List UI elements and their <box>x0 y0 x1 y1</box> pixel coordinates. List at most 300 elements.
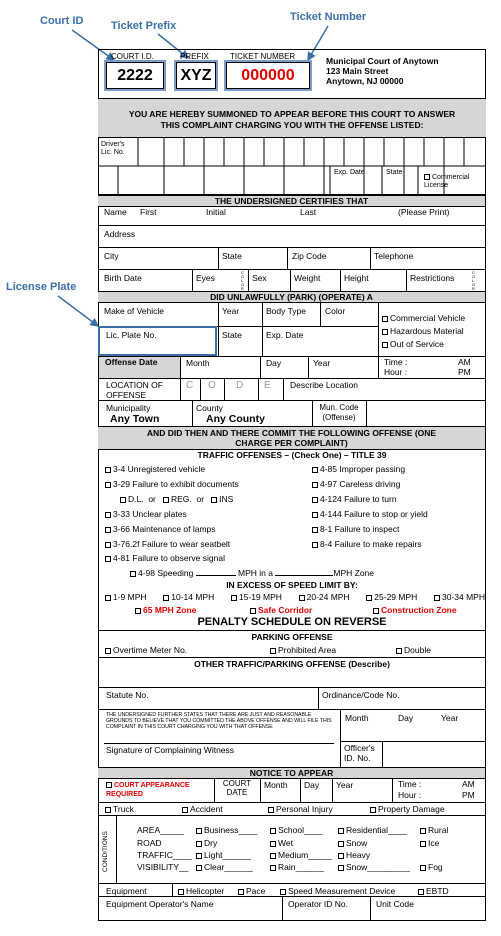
prohibited-area-label: Prohibited Area <box>278 645 337 655</box>
checkbox-icon <box>312 512 318 518</box>
prefix-label: PREFIX <box>180 52 209 61</box>
sig-day-label: Day <box>398 713 414 723</box>
checkbox-icon <box>105 482 111 488</box>
speed-10-14[interactable] <box>163 592 214 602</box>
checkbox-icon <box>382 329 388 335</box>
traffic-offenses-header: TRAFFIC OFFENSES – (Check One) – TITLE 39 <box>197 450 387 460</box>
offense-label: 4-124 Failure to turn <box>320 494 397 504</box>
truck-label: Truck <box>113 804 134 814</box>
commercial-license-label: Commercial License <box>424 174 470 189</box>
hazmat-checkbox[interactable] <box>382 326 464 336</box>
zone-safe-corridor[interactable] <box>250 605 312 615</box>
offense-label: 4-144 Failure to stop or yield <box>320 509 428 519</box>
speed-range-label: 30-34 MPH <box>441 592 485 602</box>
offense-4-81[interactable] <box>105 553 225 563</box>
condition-label: School____ <box>278 825 323 835</box>
appear-hour-label: Hour : <box>398 790 422 800</box>
speed-1-9[interactable] <box>105 592 147 602</box>
condition-medium[interactable] <box>270 850 332 860</box>
county-value[interactable]: Any County <box>206 413 265 425</box>
condition-school[interactable] <box>270 825 323 835</box>
speeding-row[interactable] <box>130 568 374 578</box>
condition-wet[interactable] <box>270 838 293 848</box>
offense-3-29[interactable] <box>105 479 239 489</box>
penalty-schedule: PENALTY SCHEDULE ON REVERSE <box>197 616 387 628</box>
offense-label: 8-1 Failure to inspect <box>320 524 400 534</box>
ticket-number-label: TICKET NUMBER <box>230 52 296 61</box>
weight-label: Weight <box>294 273 321 283</box>
municipality-label: Municipality <box>106 403 151 413</box>
checkbox-icon <box>270 828 276 834</box>
condition-label: Clear______ <box>204 862 253 872</box>
offense-3-76[interactable] <box>105 539 230 549</box>
checkbox-icon <box>120 497 126 503</box>
checkbox-icon <box>366 595 372 601</box>
condition-heavy[interactable] <box>338 850 370 860</box>
checkbox-icon <box>196 853 202 859</box>
municipality-value[interactable]: Any Town <box>110 413 160 425</box>
divider <box>98 883 486 884</box>
checkbox-icon <box>105 595 111 601</box>
divider <box>308 356 309 378</box>
callout-license-plate: License Plate <box>6 281 77 293</box>
phone-label: Telephone <box>374 251 414 261</box>
appear-am-label: AM <box>462 779 475 789</box>
checkbox-icon <box>382 316 388 322</box>
zone-label: Safe Corridor <box>258 605 313 615</box>
divider <box>200 378 201 400</box>
divider <box>406 269 407 291</box>
offense-label: 4-97 Careless driving <box>320 479 401 489</box>
divider <box>366 400 367 426</box>
appear-day-label: Day <box>304 780 320 790</box>
checkbox-icon <box>105 467 111 473</box>
double-checkbox[interactable] <box>396 645 431 655</box>
divider <box>287 247 288 269</box>
court-id-field[interactable]: 2222 <box>106 62 164 89</box>
speed-range-label: 15-19 MPH <box>238 592 282 602</box>
address-label: Address <box>104 229 136 239</box>
initial-label: Initial <box>206 207 226 217</box>
statute-label: Statute No. <box>106 690 149 700</box>
checkbox-icon <box>338 853 344 859</box>
offense-4-124[interactable] <box>312 494 397 504</box>
offense-pm-label: PM <box>458 367 471 377</box>
divider <box>262 326 263 356</box>
print-label: (Please Print) <box>398 207 450 217</box>
describe-location-label: Describe Location <box>290 380 359 390</box>
checkbox-icon <box>196 828 202 834</box>
offense-4-144[interactable] <box>312 509 428 519</box>
height-label: Height <box>344 273 369 283</box>
speed-20-24[interactable] <box>299 592 350 602</box>
pace-label: Pace <box>246 886 266 896</box>
offense-year-label: Year <box>313 358 331 368</box>
code-letter-c: C <box>186 380 194 391</box>
condition-rural[interactable] <box>420 825 448 835</box>
checkbox-icon <box>130 571 136 577</box>
conditions-label: CONDITIONS <box>102 831 109 872</box>
divider <box>98 709 486 710</box>
helicopter-checkbox[interactable] <box>178 886 224 896</box>
offense-label: 8-4 Failure to make repairs <box>320 539 422 549</box>
property-damage-label: Property Damage <box>378 804 445 814</box>
divider <box>98 400 486 401</box>
checkbox-icon <box>238 889 244 895</box>
dl-grid <box>98 138 486 195</box>
offense-date-label: Offense Date <box>99 357 180 378</box>
prohibited-area-checkbox[interactable] <box>270 645 336 655</box>
condition-label: Heavy <box>346 850 371 860</box>
checkbox-icon <box>370 807 376 813</box>
offense-label: 3-76.2f Failure to wear seatbelt <box>113 539 231 549</box>
checkbox-icon <box>420 828 426 834</box>
offense-4-97[interactable] <box>312 479 400 489</box>
checkbox-icon <box>312 542 318 548</box>
divider <box>382 741 383 767</box>
divider <box>340 269 341 291</box>
dl-label: Driver's Lic. No. <box>101 141 125 156</box>
county-label: County <box>196 403 223 413</box>
condition-label: Snow <box>346 838 368 848</box>
unit-code-label: Unit Code <box>376 899 414 909</box>
commercial-license-checkbox[interactable] <box>424 174 482 190</box>
zone-label: 65 MPH Zone <box>143 605 197 615</box>
speed-device-label: Speed Measurement Device <box>288 886 396 896</box>
divider <box>370 247 371 269</box>
condition-label: Rural <box>428 825 449 835</box>
offense-label: 3-66 Maintenance of lamps <box>113 524 216 534</box>
parking-header: PARKING OFFENSE <box>98 630 486 642</box>
zone-65-mph[interactable] <box>135 605 196 615</box>
condition-area: AREA_____ <box>137 825 184 835</box>
plate-state-label: State <box>222 330 242 340</box>
checkbox-icon <box>434 595 440 601</box>
checkbox-icon <box>270 841 276 847</box>
divider <box>98 896 486 897</box>
pace-checkbox[interactable] <box>238 886 265 896</box>
divider <box>98 269 486 270</box>
unlawfully-header: DID UNLAWFULLY (PARK) (OPERATE) A <box>98 291 485 303</box>
condition-residential[interactable] <box>338 825 407 835</box>
checkbox-icon <box>105 648 111 654</box>
divider <box>98 815 486 816</box>
offense-label: 3-33 Unclear plates <box>113 509 187 519</box>
ticket-number-field[interactable]: 000000 <box>226 62 310 89</box>
code-letter-o: O <box>208 380 216 391</box>
certifies-header: THE UNDERSIGNED CERTIFIES THAT <box>98 195 485 207</box>
state-label: State <box>222 251 242 261</box>
offense-4-85[interactable] <box>312 464 405 474</box>
reg-option-label: REG. <box>170 494 192 504</box>
court-date-label: COURT DATE <box>222 779 252 797</box>
checkbox-icon <box>424 174 430 180</box>
divider <box>258 378 259 400</box>
offense-3-66[interactable] <box>105 524 216 534</box>
court-name: Municipal Court of Anytown <box>326 56 439 66</box>
sex-label: Sex <box>252 273 267 283</box>
checkbox-icon <box>231 595 237 601</box>
divider <box>218 247 219 269</box>
checkbox-icon <box>396 648 402 654</box>
divider <box>260 778 261 802</box>
out-of-service-checkbox[interactable] <box>382 339 444 349</box>
checkbox-icon <box>373 608 379 614</box>
mun-code-label: Mun. Code (Offense) <box>319 403 359 422</box>
operator-name-label: Equipment Operator's Name <box>106 899 214 909</box>
plate-exp-label: Exp. Date <box>266 330 304 340</box>
ebtd-label: EBTD <box>426 886 449 896</box>
checkbox-icon <box>105 807 111 813</box>
condition-label: Wet <box>278 838 293 848</box>
checkbox-icon <box>105 542 111 548</box>
speed-30-34[interactable] <box>434 592 485 602</box>
condition-fog[interactable] <box>420 862 443 872</box>
condition-visibility: VISIBILITY__ <box>137 862 189 872</box>
zone-label: Construction Zone <box>381 605 457 615</box>
make-label: Make of Vehicle <box>104 306 165 316</box>
checkbox-icon <box>211 497 217 503</box>
offense-hour-label: Hour : <box>384 367 408 377</box>
hazmat-label: Hazardous Material <box>390 326 464 336</box>
truck-checkbox[interactable] <box>105 804 134 814</box>
equipment-label: Equipment <box>106 886 147 896</box>
speed-range-label: 25-29 MPH <box>374 592 418 602</box>
checkbox-icon <box>106 782 112 788</box>
court-city: Anytown, NJ 00000 <box>326 76 404 86</box>
zone-construction[interactable] <box>373 605 457 615</box>
summons-banner: YOU ARE HEREBY SUMMONED TO APPEAR BEFORE THIS COURT TO ANSWER THIS COMPLAINT CHARGING YOU WITH THE OFFENSE LISTED: <box>98 98 486 138</box>
condition-clear[interactable] <box>196 862 253 872</box>
divider <box>116 815 117 883</box>
divider <box>180 356 181 378</box>
checkbox-icon <box>182 807 188 813</box>
overtime-meter-label: Overtime Meter No. <box>113 645 188 655</box>
out-of-service-label: Out of Service <box>390 339 444 349</box>
offense-time-label: Time : <box>384 357 408 367</box>
further-statement: THE UNDERSIGNED FURTHER STATES THAT THERE ARE JUST AND REASONABLE GROUNDS TO BELIEVE THAT YOU COMMITTED THE ABOVE OFFENSE AND WILL FILE THIS COMPLAINT IN THIS COURT CHARGING YOU WITH THAT OFFENSE <box>106 712 332 731</box>
divider <box>392 778 393 802</box>
personal-injury-checkbox[interactable] <box>268 804 333 814</box>
condition-label: Ice <box>428 838 440 848</box>
divider <box>283 378 284 400</box>
reg-option[interactable] <box>163 494 192 504</box>
eyes-label: Eyes <box>196 273 215 283</box>
callout-ticket-prefix: Ticket Prefix <box>111 20 177 32</box>
condition-label: Dry <box>204 838 218 848</box>
court-address <box>326 56 439 86</box>
checkbox-icon <box>105 527 111 533</box>
dl-state-label: State <box>386 169 403 176</box>
dl-option-label: D.L. <box>128 494 144 504</box>
divider <box>98 225 486 226</box>
offense-label: 4-85 Improper passing <box>320 464 406 474</box>
ins-option-label: INS <box>219 494 234 504</box>
checkbox-icon <box>268 807 274 813</box>
speed-range-label: 10-14 MPH <box>171 592 215 602</box>
speed-range-label: 1-9 MPH <box>113 592 147 602</box>
checkbox-icon <box>312 482 318 488</box>
condition-traffic: TRAFFIC____ <box>137 850 192 860</box>
divider <box>378 302 379 356</box>
offense-label: 3-4 Unregistered vehicle <box>113 464 206 474</box>
checkbox-icon <box>163 497 169 503</box>
court-id-label: COURT I.D. <box>111 52 154 61</box>
court-appearance-label: COURT APPEARANCE REQUIRED <box>106 782 190 798</box>
appear-month-label: Month <box>264 780 288 790</box>
overtime-meter-checkbox[interactable] <box>105 645 187 655</box>
divider <box>262 302 263 326</box>
checkbox-icon <box>312 497 318 503</box>
name-label: Name <box>104 207 127 217</box>
court-appearance-checkbox[interactable] <box>106 781 214 799</box>
property-damage-checkbox[interactable] <box>370 804 445 814</box>
excess-header: IN EXCESS OF SPEED LIMIT BY: <box>226 580 358 590</box>
hair-color-label: COLOR <box>472 270 476 291</box>
sig-year-label: Year <box>441 713 459 723</box>
zone-input[interactable] <box>275 575 333 576</box>
plate-label: Lic. Plate No. <box>106 330 157 340</box>
dl-option[interactable] <box>120 494 144 504</box>
speeding-label: 4-98 Speeding <box>138 568 194 578</box>
checkbox-icon <box>338 865 344 871</box>
condition-snow-visibility[interactable] <box>338 862 410 872</box>
checkbox-icon <box>105 556 111 562</box>
checkbox-icon <box>105 512 111 518</box>
speed-range-label: 20-24 MPH <box>306 592 350 602</box>
condition-label: Snow_________ <box>346 862 410 872</box>
double-label: Double <box>404 645 431 655</box>
divider <box>218 302 219 326</box>
divider <box>192 269 193 291</box>
offense-am-label: AM <box>458 357 471 367</box>
offense-label: 4-81 Failure to observe signal <box>113 553 225 563</box>
dl-exp-label: Exp. Date <box>334 169 365 176</box>
divider <box>290 269 291 291</box>
condition-road: ROAD <box>137 838 162 848</box>
condition-label: Light______ <box>204 850 251 860</box>
ins-option[interactable] <box>211 494 233 504</box>
condition-label: Rain______ <box>278 862 324 872</box>
checkbox-icon <box>135 608 141 614</box>
restrictions-label: Restrictions <box>410 273 455 283</box>
condition-rain[interactable] <box>270 862 324 872</box>
commercial-vehicle-checkbox[interactable] <box>382 313 465 323</box>
condition-label: Residential____ <box>346 825 407 835</box>
ebtd-checkbox[interactable] <box>418 886 449 896</box>
commit-header: AND DID THEN AND THERE COMMIT THE FOLLOWING OFFENSE (ONE CHARGE PER COMPLAINT) <box>98 426 485 450</box>
checkbox-icon <box>420 865 426 871</box>
divider <box>248 269 249 291</box>
location-label: LOCATION OF OFFENSE <box>106 380 163 400</box>
sig-month-label: Month <box>345 713 369 723</box>
callout-ticket-number: Ticket Number <box>290 11 367 23</box>
offense-day-label: Day <box>266 358 282 368</box>
accident-checkbox[interactable] <box>182 804 223 814</box>
officer-id-label: Officer's ID. No. <box>344 743 375 763</box>
personal-injury-label: Personal Injury <box>276 804 333 814</box>
body-type-label: Body Type <box>266 306 307 316</box>
ordinance-label: Ordinance/Code No. <box>322 690 400 700</box>
speed-25-29[interactable] <box>366 592 417 602</box>
checkbox-icon <box>312 527 318 533</box>
checkbox-icon <box>382 342 388 348</box>
speed-15-19[interactable] <box>231 592 282 602</box>
divider <box>318 687 319 709</box>
checkbox-icon <box>270 853 276 859</box>
checkbox-icon <box>338 828 344 834</box>
appear-time-label: Time : <box>398 779 422 789</box>
zip-label: Zip Code <box>292 251 327 261</box>
divider <box>378 356 379 378</box>
condition-label: Business____ <box>204 825 258 835</box>
offense-3-33[interactable] <box>105 509 187 519</box>
vehicle-year-label: Year <box>222 306 240 316</box>
court-street: 123 Main Street <box>326 66 389 76</box>
appear-pm-label: PM <box>462 790 475 800</box>
divider <box>98 247 486 248</box>
condition-ice[interactable] <box>420 838 439 848</box>
divider <box>340 741 486 742</box>
condition-business[interactable] <box>196 825 257 835</box>
prefix-field[interactable]: XYZ <box>176 62 216 89</box>
checkbox-icon <box>196 865 202 871</box>
commercial-vehicle-label: Commercial Vehicle <box>390 313 466 323</box>
offense-3-4[interactable] <box>105 464 205 474</box>
checkbox-icon <box>163 595 169 601</box>
checkbox-icon <box>270 648 276 654</box>
or-label: or <box>196 494 205 504</box>
notice-header: NOTICE TO APPEAR <box>98 767 485 779</box>
divider <box>192 400 193 426</box>
signature-line[interactable] <box>104 743 334 744</box>
checkbox-icon <box>280 889 286 895</box>
divider <box>260 356 261 378</box>
checkbox-icon <box>270 865 276 871</box>
condition-light[interactable] <box>196 850 251 860</box>
city-label: City <box>104 251 119 261</box>
offense-8-4[interactable] <box>312 539 422 549</box>
condition-label: Fog <box>428 862 443 872</box>
witness-label: Signature of Complaining Witness <box>106 745 235 755</box>
checkbox-icon <box>250 608 256 614</box>
code-letter-d: D <box>236 380 244 391</box>
other-offense-header: OTHER TRAFFIC/PARKING OFFENSE (Describe) <box>98 657 486 669</box>
speed-input[interactable] <box>196 575 236 576</box>
divider <box>98 378 486 379</box>
mph-in-label: MPH in a <box>238 568 274 578</box>
or-label: or <box>148 494 156 504</box>
code-letter-e: E <box>264 380 271 391</box>
mph-zone-label: MPH Zone <box>333 568 375 578</box>
divider <box>218 326 219 356</box>
offense-month-label: Month <box>186 358 210 368</box>
condition-dry[interactable] <box>196 838 217 848</box>
helicopter-label: Helicopter <box>186 886 225 896</box>
checkbox-icon <box>312 467 318 473</box>
callout-court-id: Court ID <box>40 15 84 27</box>
divider <box>98 802 486 803</box>
documents-options <box>120 494 233 504</box>
divider <box>172 883 173 896</box>
divider <box>370 896 371 921</box>
divider <box>300 778 301 802</box>
speed-device-checkbox[interactable] <box>280 886 395 896</box>
divider <box>340 709 341 767</box>
offense-8-1[interactable] <box>312 524 399 534</box>
condition-snow[interactable] <box>338 838 367 848</box>
checkbox-icon <box>299 595 305 601</box>
